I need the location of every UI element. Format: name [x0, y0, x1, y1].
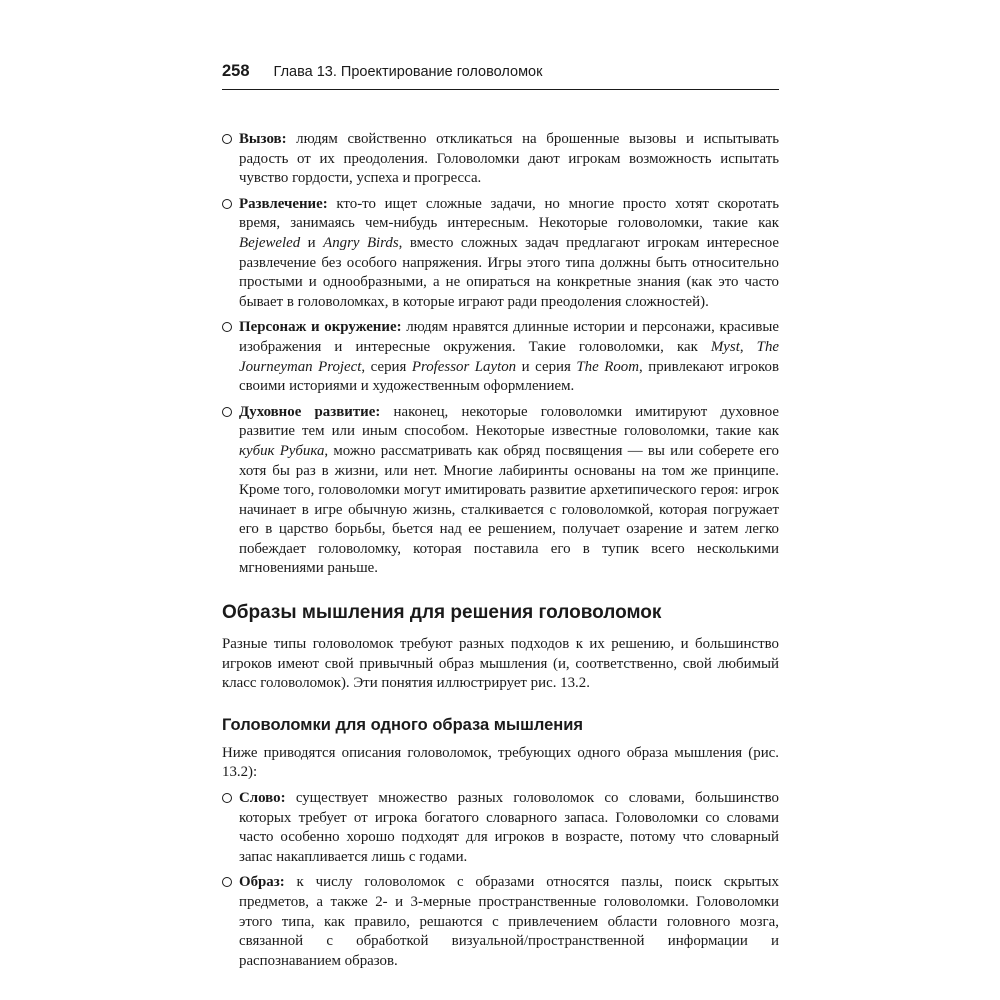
bullet-term: Духовное развитие:	[239, 403, 381, 420]
bullet-body-text: существует множество разных головоломок со словами, большинство которых требует от игрока богатого словарного запаса. Головоломки со словами часто особенно хорошо подходят для игроков в возрасте, потому что словарный запас накапливается лишь с годами.	[239, 790, 779, 865]
bullet-item	[222, 873, 779, 971]
page-number: 258	[222, 62, 250, 80]
bullet-body-text: , вместо сложных задач предлагают игрокам интересное развлечение без особого напряжения. Игры этого типа должны быть относительно простыми и однообразными, а не опираться на конкретные знания (как это часто бывает в головоломках, в которые играют ради преодоления сложностей).	[239, 234, 780, 310]
circle-bullet-icon	[222, 877, 232, 887]
running-head	[222, 62, 779, 90]
circle-bullet-icon	[222, 407, 232, 417]
section-paragraph: Разные типы головоломок требуют разных подходов к их решению, и большинство игроков имеют свой привычный образ мышления (и, соответственно, свой любимый класс головоломок). Эти понятия иллюстрирует рис. 13.2.	[222, 636, 779, 692]
page-body	[222, 130, 779, 971]
bullet-term: Слово:	[239, 790, 286, 807]
italic-title: Professor Layton	[411, 358, 517, 375]
italic-title: Bejeweled	[239, 234, 301, 251]
bullet-text	[239, 195, 779, 313]
chapter-title: Глава 13. Проектирование головоломок	[273, 64, 543, 80]
bullet-body-text: людям нравятся длинные истории и персонажи, красивые изображения и интересные окружения. Такие головоломки, как	[239, 319, 780, 355]
bullet-body-text: ,	[739, 338, 757, 355]
bullet-body-text: и серия	[516, 358, 577, 375]
italic-title: The Room	[576, 358, 639, 375]
bullet-item	[222, 195, 779, 313]
bullet-body-text: и	[300, 234, 324, 251]
bullet-body-text: , можно рассматривать как обряд посвящения — вы или соберете его хотя бы раз в жизни, или нет. Многие лабиринты основаны на том же принципе. Кроме того, головоломки могут имитировать развитие архетипического героя: игрок начинает в игре обычную жизнь, сталкивается с головоломкой, которая погружает его в царство борьбы, бьется над ее решением, получает озарение и затем легко побеждает головоломку, которая поставила его в тупик всего несколькими мгновениями раньше.	[239, 442, 779, 577]
italic-title: Myst	[710, 338, 740, 355]
bullet-item	[222, 130, 779, 189]
bullet-term: Персонаж и окружение:	[239, 319, 402, 336]
bullet-text	[239, 873, 779, 971]
bullet-item	[222, 318, 779, 396]
bullet-body-text: кто-то ищет сложные задачи, но многие просто хотят скоротать время, занимаясь чем-нибудь интересным. Некоторые головоломки, такие как	[239, 195, 779, 232]
bullet-body-text: , серия	[361, 358, 412, 375]
circle-bullet-icon	[222, 793, 232, 803]
italic-title: кубик Рубика	[239, 442, 325, 459]
bullet-text	[239, 403, 779, 579]
circle-bullet-icon	[222, 322, 232, 332]
bullet-text	[239, 318, 779, 396]
circle-bullet-icon	[222, 199, 232, 209]
bullet-text	[239, 130, 779, 189]
section-heading: Образы мышления для решения головоломок	[222, 602, 662, 624]
bullet-body-text: , привлекают игроков своими историями и художественным оформлением.	[239, 358, 779, 395]
circle-bullet-icon	[222, 134, 232, 144]
italic-title: Angry Birds	[323, 234, 399, 251]
bullet-body-text: людям свойственно откликаться на брошенные вызовы и испытывать радость от их преодоления. Головоломки дают игрокам возможность испытать чувство гордости, успеха и прогресса.	[239, 131, 779, 187]
bullet-term: Развлечение:	[239, 195, 328, 212]
bullet-list-motivations	[222, 130, 779, 579]
italic-title: The Journeyman Project	[239, 338, 779, 375]
bullet-text	[239, 789, 779, 867]
subsection-heading: Головоломки для одного образа мышления	[222, 715, 584, 734]
bullet-term: Вызов:	[239, 131, 287, 147]
bullet-body-text: к числу головоломок с образами относятся пазлы, поиск скрытых предметов, а также 2- и 3-мерные пространственные головоломки. Головоломки этого типа, как правило, решаются с привлечением области головного мозга, связанной с обработкой визуальной/пространственной информации и распознаванием образов.	[239, 874, 779, 969]
bullet-body-text: наконец, некоторые головоломки имитируют духовное развитие тем или иным способом. Некоторые известные головоломки, такие как	[239, 403, 779, 440]
bullet-list-mindsets	[222, 789, 779, 971]
bullet-item	[222, 789, 779, 867]
bullet-item	[222, 403, 779, 579]
book-page	[222, 62, 779, 977]
subsection-paragraph: Ниже приводятся описания головоломок, требующих одного образа мышления (рис. 13.2):	[222, 744, 779, 781]
bullet-term: Образ:	[239, 874, 285, 891]
